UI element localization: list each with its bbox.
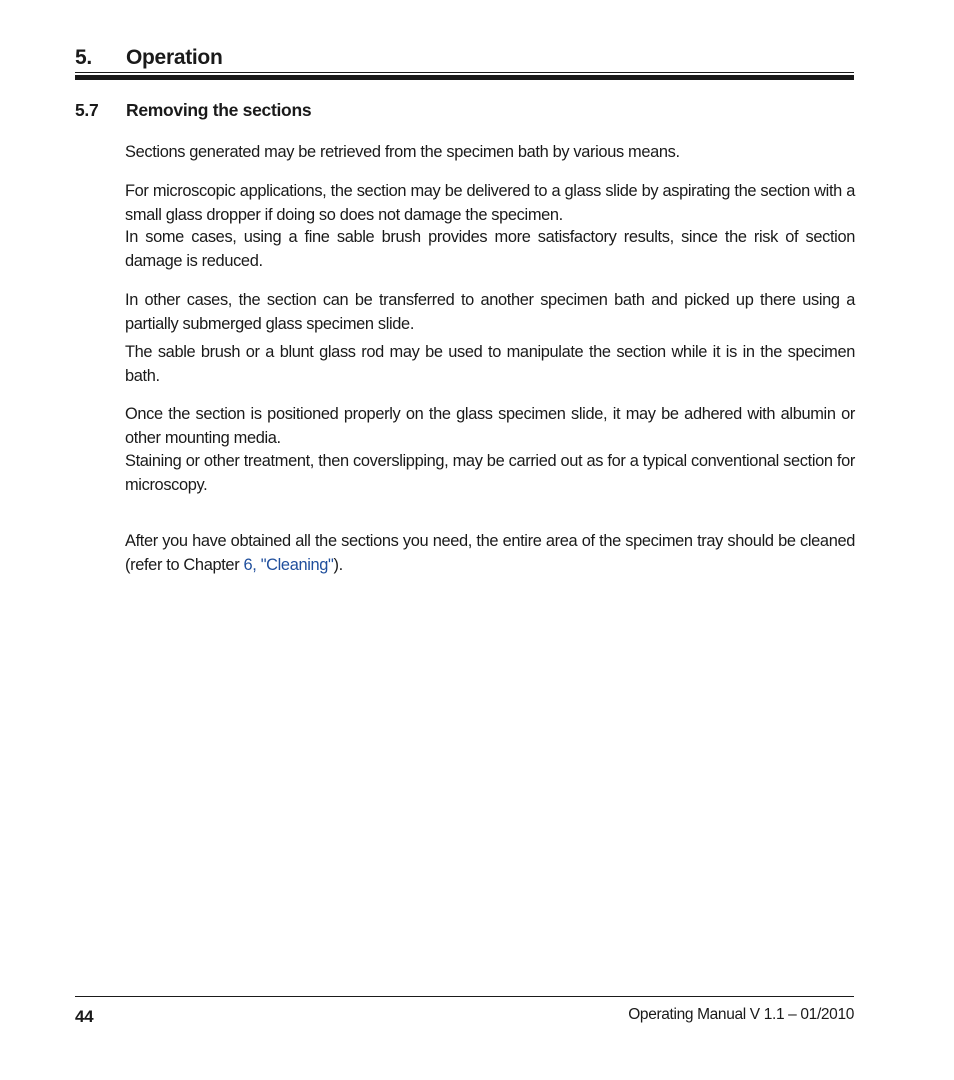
- cleaning-text-before: After you have obtained all the sections you need, the entire area of the specimen tray should be cleaned (refer to Chapter: [125, 532, 855, 574]
- paragraph-transfer-bath: In other cases, the section can be transferred to another specimen bath and picked up there using a partially submerged glass specimen slide.: [125, 291, 855, 333]
- paragraph-cleaning: [125, 530, 855, 577]
- chapter-header: [75, 46, 854, 82]
- paragraph-adhesion: Once the section is positioned properly on the glass specimen slide, it may be adhered with albumin or other mounting media.: [125, 405, 855, 447]
- header-rule-thick: [75, 75, 854, 80]
- paragraph-glass-dropper: For microscopic applications, the section may be delivered to a glass slide by aspirating the section with a small glass dropper if doing so does not damage the specimen.: [125, 182, 855, 224]
- chapter-number: 5.: [75, 46, 92, 69]
- chapter-title: Operation: [126, 46, 223, 69]
- section-title: Removing the sections: [126, 100, 312, 120]
- section-number: 5.7: [75, 100, 99, 120]
- page-number: 44: [75, 1007, 94, 1026]
- header-rule-thin: [75, 72, 854, 73]
- chapter-cleaning-link[interactable]: 6, "Cleaning": [243, 555, 334, 574]
- paragraph-glass-rod: The sable brush or a blunt glass rod may be used to manipulate the section while it is in the specimen bath.: [125, 343, 855, 385]
- section-heading: [75, 100, 855, 124]
- cleaning-text-after: ).: [333, 555, 343, 574]
- footer-rule: [75, 996, 854, 997]
- paragraph-retrieval: Sections generated may be retrieved from the specimen bath by various means.: [125, 143, 680, 161]
- manual-version: Operating Manual V 1.1 – 01/2010: [628, 1006, 854, 1023]
- paragraph-staining: Staining or other treatment, then coverslipping, may be carried out as for a typical conventional section for microscopy.: [125, 452, 855, 494]
- paragraph-sable-brush: In some cases, using a fine sable brush provides more satisfactory results, since the risk of section damage is reduced.: [125, 228, 855, 270]
